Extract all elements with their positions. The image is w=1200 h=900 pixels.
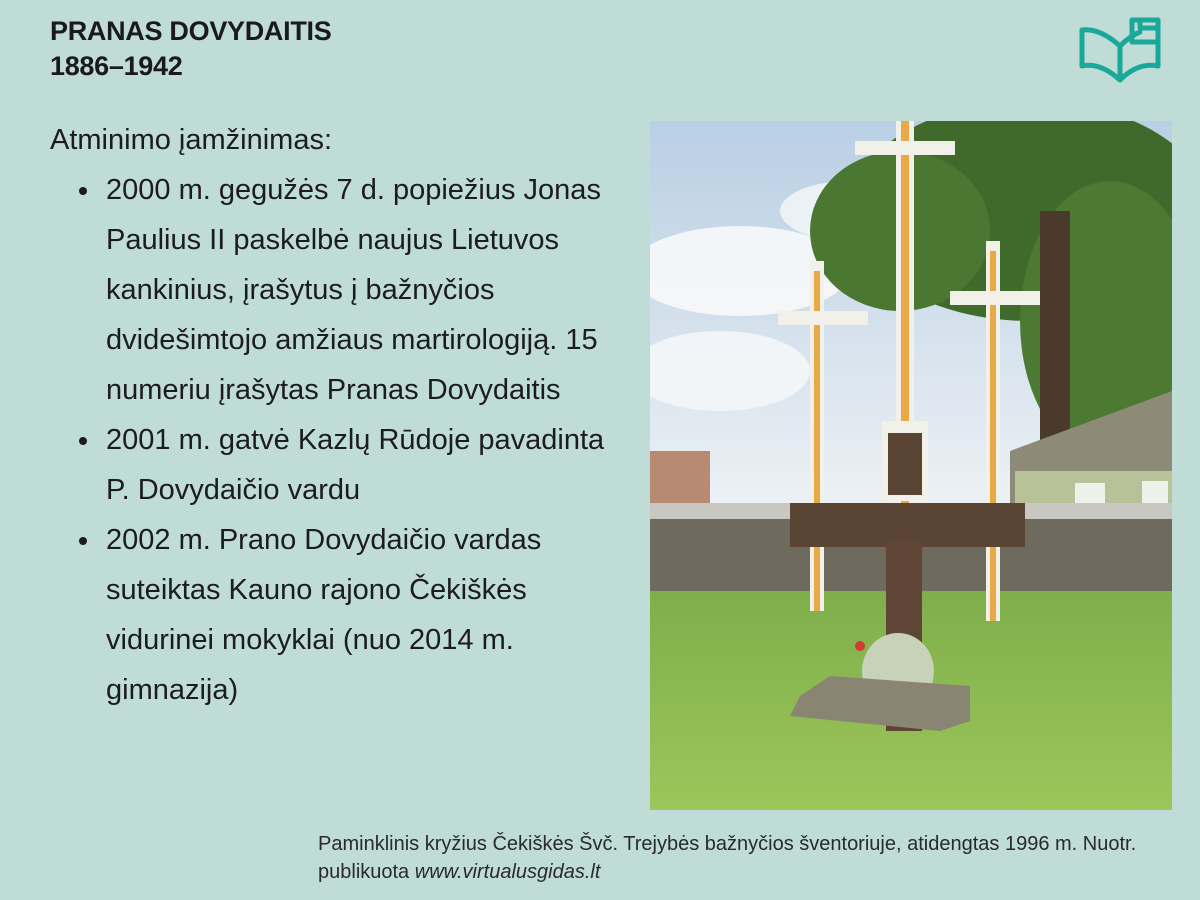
caption-source: www.virtualusgidas.lt — [414, 861, 601, 883]
person-name: PRANAS DOVYDAITIS — [50, 16, 332, 46]
memorial-cross-photo — [650, 121, 1172, 810]
list-item: 2001 m. gatvė Kazlų Rūdoje pavadinta P. Dovydaičio vardu — [106, 415, 620, 515]
photo-caption — [318, 830, 1178, 886]
intro-text: Atminimo įamžinimas: — [50, 124, 332, 156]
open-book-icon — [1078, 16, 1162, 86]
life-years: 1886–1942 — [50, 51, 183, 81]
list-item: 2002 m. Prano Dovydaičio vardas suteiktas Kauno rajono Čekiškės vidurinei mokyklai (nuo 2014 m. gimnazija) — [106, 515, 620, 715]
list-item: 2000 m. gegužės 7 d. popiežius Jonas Paulius II paskelbė naujus Lietuvos kankinius, įrašytus į bažnyčios dvidešimtojo amžiaus martirologiją. 15 numeriu įrašytas Pranas Dovydaitis — [106, 165, 620, 415]
header — [50, 14, 331, 84]
main-content — [50, 115, 620, 715]
caption-text: Paminklinis kryžius Čekiškės Švč. Trejybės bažnyčios šventoriuje, atidengtas 1996 m. Nuotr. publikuota — [318, 833, 1137, 883]
memorial-list — [50, 165, 620, 715]
